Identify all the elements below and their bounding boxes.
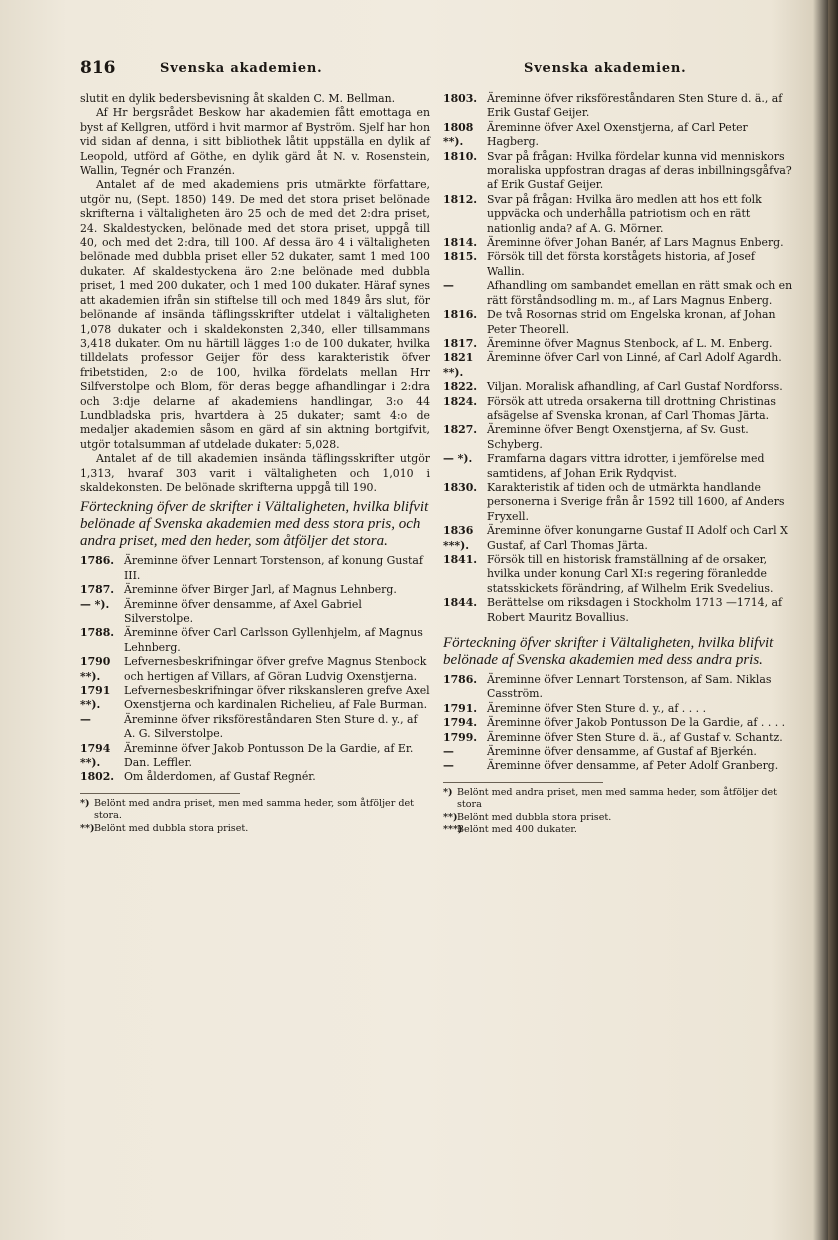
entry-text: Äreminne öfver densamme, af Axel Gabriel Silverstolpe.: [124, 597, 362, 625]
prize-list: [80, 554, 430, 785]
second-prize-list: [443, 673, 793, 774]
entry-text: Äreminne öfver Lennart Torstenson, af konung Gustaf III.: [124, 554, 423, 582]
entry-year: —: [80, 712, 91, 726]
entry-text: Äreminne öfver Carl von Linné, af Carl Adolf Agardh.: [487, 351, 782, 365]
prize-list: [443, 92, 793, 625]
list-item: [443, 380, 793, 394]
section-heading: Förteckning öfver skrifter i Vältaligheten, hvilka blifvit belönade af Svenska akademien med dess andra pris.: [443, 635, 774, 669]
list-item: [443, 524, 793, 553]
entry-text: Äreminne öfver konungarne Gustaf II Adolf och Carl X Gustaf, af Carl Thomas Järta.: [487, 524, 788, 552]
body-paragraph: slutit en dylik bedersbevisning åt skalden C. M. Bellman.: [80, 92, 396, 105]
entry-year: 1787.: [80, 583, 115, 597]
entry-text: Äreminne öfver Sten Sture d. y., af . . . .: [487, 701, 707, 715]
footnotes: [80, 793, 430, 836]
section-heading: Förteckning öfver de skrifter i Vältaligheten, hvilka blifvit belönade af Svenska akademien med dess stora pris, och andra priset, med den heder, som åtföljer det stora.: [80, 499, 429, 550]
list-item: [80, 554, 430, 583]
entry-year: 1824.: [443, 394, 478, 408]
list-item: [443, 759, 793, 773]
list-item: [80, 770, 430, 784]
entry-year: 1844.: [443, 596, 478, 610]
footnote: [80, 823, 430, 836]
list-item: [80, 626, 430, 655]
entry-text: Svar på frågan: Hvilka äro medlen att hos ett folk uppväcka och underhålla patriotism och en rätt nationlig anda? af A. G. Mörner.: [487, 192, 762, 235]
entry-year: 1817.: [443, 336, 478, 350]
entry-text: Äreminne öfver Magnus Stenbock, af L. M. Enberg.: [487, 336, 773, 350]
footnote: [443, 787, 793, 812]
entry-text: Karakteristik af tiden och de utmärkta handlande personerna i Sverige från år 1592 till 1600, af Anders Fryxell.: [487, 480, 785, 523]
entry-text: Afhandling om sambandet emellan en rätt smak och en rätt förståndsodling m. m., af Lars Magnus Enberg.: [487, 279, 793, 307]
entry-text: Svar på frågan: Hvilka fördelar kunna vid menniskors moraliska uppfostran dragas af deras inbillningsgåfva? af Erik Gustaf Geijer.: [487, 149, 792, 192]
entry-text: Försök till en historisk framställning af de orsaker, hvilka under konung Carl XI:s regering föranledde statsskickets förändring, af Wilhelm Erik Svedelius.: [487, 553, 774, 595]
list-item: [443, 337, 793, 351]
entry-text: Lefvernesbeskrifningar öfver rikskansleren grefve Axel Oxenstjerna och kardinalen Richelieu, af Fale Burman.: [124, 684, 430, 712]
footnote: [443, 824, 793, 837]
list-item: [443, 596, 793, 625]
footnote-mark: **): [80, 822, 95, 834]
list-item: [443, 150, 793, 193]
entry-year: 1827.: [443, 423, 478, 437]
running-title-left: Svenska akademien.: [160, 61, 323, 76]
footnote-text: Belönt med dubbla stora priset.: [94, 822, 249, 834]
list-item: [443, 745, 793, 759]
entry-year: 1794 **).: [80, 741, 111, 770]
list-item: [80, 583, 430, 597]
body-paragraph: Af Hr bergsrådet Beskow har akademien fått emottaga en byst af Kellgren, utförd i hvit marmor af Byström. Sjelf har hon vid sidan af denna, i sitt bibliothek låtit uppställa en dylik af Leopold, utförd af Göthe, en dylik gärd åt N. v. Rosenstein, Wallin, Tegnér och Franzén.: [80, 106, 430, 178]
entry-year: 1802.: [80, 770, 115, 784]
entry-year: 1799.: [443, 730, 478, 744]
entry-year: 1815.: [443, 250, 478, 264]
footnote-text: Belönt med andra priset, men med samma heder, som åtföljer det stora.: [94, 797, 415, 822]
entry-year: 1812.: [443, 192, 478, 206]
right-column: [443, 92, 793, 837]
entry-text: Äreminne öfver Birger Jarl, af Magnus Lehnberg.: [124, 583, 397, 597]
entry-year: 1821 **).: [443, 351, 474, 379]
entry-text: Äreminne öfver densamme, af Peter Adolf Granberg.: [487, 759, 779, 773]
entry-text: De två Rosornas strid om Engelska kronan, af Johan Peter Theorell.: [487, 308, 776, 336]
footnote-text: Belönt med dubbla stora priset.: [457, 811, 612, 823]
entry-text: Om ålderdomen, af Gustaf Regnér.: [124, 770, 316, 784]
entry-year: 1790 **).: [80, 655, 111, 683]
entry-year: 1808 **).: [443, 120, 474, 149]
footnote-mark: ***): [443, 824, 463, 836]
left-column: [80, 92, 430, 835]
page-number: 816: [80, 58, 116, 78]
entry-year: — *).: [80, 597, 110, 611]
list-item: [443, 553, 793, 596]
entry-text: Äreminne öfver Jakob Pontusson De la Gardie, af . . . .: [487, 716, 786, 730]
footnote-mark: *): [443, 786, 453, 798]
entry-year: — *).: [443, 452, 473, 466]
entry-text: Äreminne öfver densamme, af Gustaf af Bjerkén.: [487, 745, 757, 759]
footnote-mark: *): [80, 797, 90, 809]
body-paragraph: Antalet af de med akademiens pris utmärkte författare, utgör nu, (Sept. 1850) 149. De med det stora priset belönade skrifterna i vältaligheten äro 25 och de med det 2:dra priset, 24. Skaldestycken, belönade med det stora priset, uppgå till 40, och med det 2:dra, till 100. Af dessa äro 4 i vältaligheten belönade med dubbla priset eller 52 dukater, samt 1 med 100 dukater. Af skaldestyckena äro 2:ne belönade med dubbla priset, 1 med 200 dukater, och 1 med 100 dukater. Häraf synes att akademien ifrån sin stiftelse till och med 1849 års slut, för belönande af insända täflingsskrifter utdelat i vältaligheten 1,078 dukater och i skaldekonsten 2,340, eller tillsammans 3,418 dukater. Om nu härtill lägges 1:o de 100 dukater, hvilka tilldelats professor Geijer för dess karakteristik öfver fribetstiden, 2:o de 100, hvilka fördelats mellan Hrr Silfverstolpe och Blom, för deras begge afhandlingar i 2:dra och 3:dje delarne af akademiens handlingar, 3:o 44 Lundbladska pris, hvartdera à 25 dukater; samt 4:o de medaljer akademien såsom en gärd af sin aktning bortgifvit, utgör totalsumman af utdelade dukater: 5,028.: [80, 178, 430, 451]
footnotes: [443, 782, 793, 837]
list-item: [80, 655, 430, 684]
body-paragraph: Antalet af de till akademien insända täflingsskrifter utgör 1,313, hvaraf 303 varit i vältaligheten och 1,010 i skaldekonsten. De belönade skrifterna uppgå till 190.: [80, 452, 430, 494]
entry-year: 1791.: [443, 701, 478, 715]
list-item: [443, 308, 793, 337]
entry-text: Äreminne öfver Axel Oxenstjerna, af Carl Peter Hagberg.: [487, 120, 748, 149]
entry-year: —: [443, 759, 454, 773]
list-item: [443, 279, 793, 308]
entry-year: 1814.: [443, 236, 478, 250]
running-head: [80, 58, 720, 88]
entry-text: Framfarna dagars vittra idrotter, i jemförelse med samtidens, af Johan Erik Rydqvist.: [487, 452, 765, 480]
footnote-text: Belönt med 400 dukater.: [457, 824, 577, 836]
entry-year: 1830.: [443, 480, 478, 494]
entry-year: 1794.: [443, 716, 478, 730]
list-item: [443, 673, 793, 702]
entry-text: Äreminne öfver riksföreståndaren Sten Sture d. y., af A. G. Silverstolpe.: [124, 712, 418, 741]
entry-text: Äreminne öfver Johan Banér, af Lars Magnus Enberg.: [487, 236, 784, 250]
entry-year: 1786.: [80, 554, 115, 568]
list-item: [443, 452, 793, 481]
list-item: [443, 395, 793, 424]
list-item: [443, 193, 793, 236]
entry-year: 1816.: [443, 308, 478, 322]
entry-year: 1836 ***).: [443, 524, 474, 552]
footnote: [443, 812, 793, 825]
list-item: [443, 716, 793, 730]
list-item: [80, 713, 430, 742]
entry-text: Äreminne öfver Bengt Oxenstjerna, af Sv. Gust. Schyberg.: [487, 423, 749, 451]
entry-year: 1841.: [443, 553, 478, 566]
entry-text: Berättelse om riksdagen i Stockholm 1713 —1714, af Robert Mauritz Bovallius.: [487, 596, 783, 624]
entry-year: 1791 **).: [80, 684, 111, 712]
entry-year: —: [443, 279, 454, 293]
entry-year: 1788.: [80, 626, 115, 640]
entry-year: 1803.: [443, 92, 478, 105]
entry-text: Äreminne öfver Jakob Pontusson De la Gardie, af Er. Dan. Leffler.: [124, 741, 414, 770]
list-item: [443, 423, 793, 452]
entry-year: 1810.: [443, 149, 478, 163]
entry-year: 1822.: [443, 380, 478, 394]
list-item: [443, 351, 793, 380]
footnote-mark: **): [443, 811, 458, 823]
entry-text: Försök att utreda orsakerna till drottning Christinas afsägelse af Svenska kronan, af Carl Thomas Järta.: [487, 394, 776, 422]
entry-text: Försök till det första korstågets historia, af Josef Wallin.: [487, 250, 755, 278]
list-item: [443, 702, 793, 716]
list-item: [443, 236, 793, 250]
list-item: [443, 731, 793, 745]
footnote: [80, 798, 430, 823]
entry-text: Viljan. Moralisk afhandling, af Carl Gustaf Nordforss.: [487, 380, 783, 394]
footnote-text: Belönt med andra priset, men med samma heder, som åtföljer det stora: [457, 786, 778, 811]
entry-text: Äreminne öfver Sten Sture d. ä., af Gustaf v. Schantz.: [487, 730, 783, 744]
list-item: [443, 92, 793, 121]
spacer: [443, 625, 793, 631]
list-item: [443, 250, 793, 279]
page-edge-shadow: [828, 0, 838, 1240]
entry-year: —: [443, 745, 454, 759]
list-item: [80, 742, 430, 771]
list-item: [443, 481, 793, 524]
entry-text: Lefvernesbeskrifningar öfver grefve Magnus Stenbock och hertigen af Villars, af Göran Ludvig Oxenstjerna.: [124, 655, 427, 683]
entry-year: 1786.: [443, 673, 478, 687]
entry-text: Äreminne öfver riksföreståndaren Sten Sture d. ä., af Erik Gustaf Geijer.: [487, 92, 783, 120]
list-item: [80, 598, 430, 627]
list-item: [80, 684, 430, 713]
entry-text: Äreminne öfver Lennart Torstenson, af Sam. Niklas Casström.: [487, 673, 772, 701]
entry-text: Äreminne öfver Carl Carlsson Gyllenhjelm, af Magnus Lehnberg.: [124, 626, 423, 654]
list-item: [443, 121, 793, 150]
running-title-right: Svenska akademien.: [524, 61, 687, 76]
